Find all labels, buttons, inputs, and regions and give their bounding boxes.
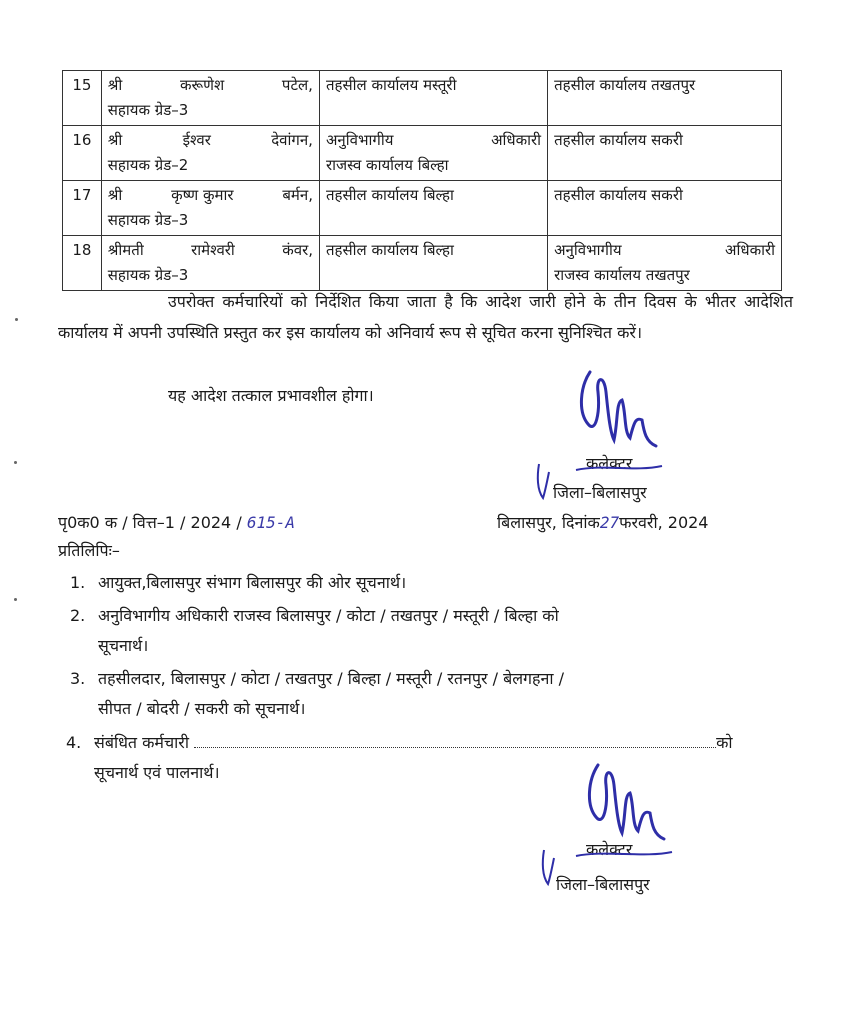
from-office: अनुविभागीय अधिकारी राजस्व कार्यालय बिल्हा <box>319 126 547 181</box>
signature-strike-2 <box>574 848 674 862</box>
employee-name: श्री ईश्वर देवांगन, सहायक ग्रेड–2 <box>101 126 319 181</box>
from-office: तहसील कार्यालय मस्तूरी <box>319 71 547 126</box>
serial-number: 18 <box>63 236 102 291</box>
to-office: तहसील कार्यालय तखतपुर <box>548 71 782 126</box>
scan-speck <box>14 598 17 601</box>
signature-tick-2 <box>540 848 556 888</box>
to-office: तहसील कार्यालय सकरी <box>548 181 782 236</box>
collector-designation-1: कलेक्टर <box>586 454 633 473</box>
date-prefix: बिलासपुर, दिनांक <box>497 513 600 532</box>
scan-speck <box>15 318 18 321</box>
employee-name: श्रीमती रामेश्वरी कंवर, सहायक ग्रेड–3 <box>101 236 319 291</box>
district-name-1: जिला–बिलासपुर <box>553 483 647 502</box>
employee-name: श्री कृष्ण कुमार बर्मन, सहायक ग्रेड–3 <box>101 181 319 236</box>
date-suffix: फरवरी, 2024 <box>619 513 709 532</box>
from-office: तहसील कार्यालय बिल्हा <box>319 181 547 236</box>
signature-tick-1 <box>535 462 551 502</box>
collector-designation-2: कलेक्टर <box>586 840 633 859</box>
serial-number: 17 <box>63 181 102 236</box>
date-handwritten: 27 <box>599 513 620 532</box>
scan-speck <box>14 461 17 464</box>
effective-line: यह आदेश तत्काल प्रभावशील होगा। <box>168 386 374 405</box>
district-name-2: जिला–बिलासपुर <box>556 875 650 894</box>
reference-handwritten: 615-A <box>246 513 295 532</box>
table-row <box>63 126 782 181</box>
instruction-paragraph: उपरोक्त कर्मचारियों को निर्देशित किया जाता है कि आदेश जारी होने के तीन दिवस के भीतर आदेशित कार्यालय में अपनी उपस्थिति प्रस्तुत कर इस कार्यालय को अनिवार्य रूप से सूचित करना सुनिश्चित करें। <box>58 292 793 342</box>
collector-signature-1 <box>570 362 660 466</box>
copy-item-1: 1. आयुक्त,बिलासपुर संभाग बिलासपुर की ओर सूचनार्थ। <box>70 573 407 592</box>
table-row <box>63 181 782 236</box>
from-office: तहसील कार्यालय बिल्हा <box>319 236 547 291</box>
blank-fill-line <box>194 733 716 748</box>
serial-number: 15 <box>63 71 102 126</box>
transfer-table <box>62 70 782 291</box>
order-date <box>497 511 708 533</box>
serial-number: 16 <box>63 126 102 181</box>
copy-item-4: 4. संबंधित कर्मचारी को सूचनार्थ एवं पालनार्थ। <box>66 733 733 782</box>
to-office: अनुविभागीय अधिकारी राजस्व कार्यालय तखतपुर <box>548 236 782 291</box>
table-row <box>63 71 782 126</box>
reference-printed: पृ0क0 क / वित्त–1 / 2024 / <box>58 513 242 532</box>
copy-item-2: 2. अनुविभागीय अधिकारी राजस्व बिलासपुर / कोटा / तखतपुर / मस्तूरी / बिल्हा को सूचनार्थ। <box>70 606 559 655</box>
table-row <box>63 236 782 291</box>
copy-item-3: 3. तहसीलदार, बिलासपुर / कोटा / तखतपुर / बिल्हा / मस्तूरी / रतनपुर / बेलगहना / सीपत / बोदरी / सकरी को सूचनार्थ। <box>70 669 565 718</box>
employee-name: श्री करूणेश पटेल, सहायक ग्रेड–3 <box>101 71 319 126</box>
signature-strike-1 <box>574 462 664 476</box>
to-office: तहसील कार्यालय सकरी <box>548 126 782 181</box>
reference-number <box>58 511 295 533</box>
copy-label: प्रतिलिपिः– <box>58 541 120 560</box>
